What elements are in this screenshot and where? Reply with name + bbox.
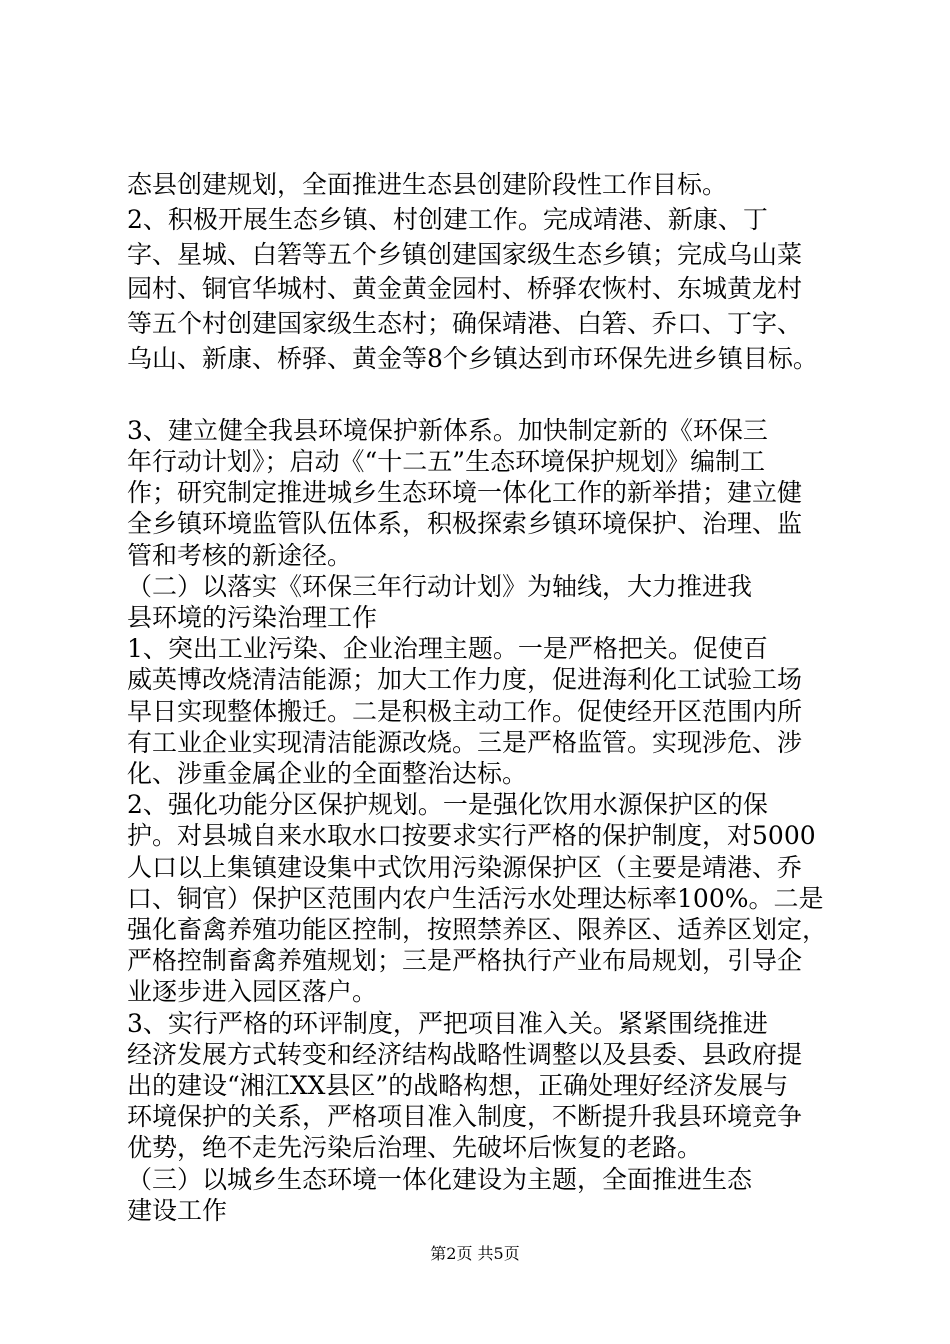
text-line: 口、铜官）保护区范围内农户生活污水处理达标率100%。二是 <box>127 884 824 913</box>
text-line: 优势，绝不走先污染后治理、先破坏后恢复的老路。 <box>127 1133 703 1162</box>
text-line: 严格控制畜禽养殖规划；三是严格执行产业布局规划，引导企 <box>127 946 803 975</box>
text-line: 经济发展方式转变和经济结构战略性调整以及县委、县政府提 <box>127 1040 803 1069</box>
text-line: 作；研究制定推进城乡生态环境一体化工作的新举措；建立健 <box>127 478 803 507</box>
text-line: 1、突出工业污染、企业治理主题。一是严格把关。促使百 <box>127 634 768 663</box>
text-line: 态县创建规划，全面推进生态县创建阶段性工作目标。 <box>127 170 728 199</box>
text-line: 乌山、新康、桥驿、黄金等8个乡镇达到市环保先进乡镇目标。 <box>127 344 818 373</box>
text-line: 字、星城、白箬等五个乡镇创建国家级生态乡镇；完成乌山菜 <box>127 240 803 269</box>
section-heading: （二）以落实《环保三年行动计划》为轴线，大力推进我 <box>127 572 753 601</box>
page-footer: 第2页 共5页 <box>430 1244 520 1263</box>
section-heading: 县环境的污染治理工作 <box>127 603 378 632</box>
text-line: 业逐步进入园区落户。 <box>127 977 378 1006</box>
text-line: 等五个村创建国家级生态村；确保靖港、白箬、乔口、丁字、 <box>127 309 803 338</box>
text-line: 3、实行严格的环评制度，严把项目准入关。紧紧围绕推进 <box>127 1009 768 1038</box>
text-line: 早日实现整体搬迁。二是积极主动工作。促使经开区范围内所 <box>127 697 803 726</box>
text-line: 强化畜禽养殖功能区控制，按照禁养区、限养区、适养区划定， <box>127 915 828 944</box>
text-line: 管和考核的新途径。 <box>127 541 353 570</box>
text-line: 有工业企业实现清洁能源改烧。三是严格监管。实现涉危、涉 <box>127 728 803 757</box>
text-line: 全乡镇环境监管队伍体系，积极探索乡镇环境保护、治理、监 <box>127 509 803 538</box>
text-line: 2、积极开展生态乡镇、村创建工作。完成靖港、新康、丁 <box>127 205 768 234</box>
text-line: 人口以上集镇建设集中式饮用污染源保护区（主要是靖港、乔 <box>127 853 803 882</box>
text-line: 3、建立健全我县环境保护新体系。加快制定新的《环保三 <box>127 416 768 445</box>
text-line: 园村、铜官华城村、黄金黄金园村、桥驿农恢村、东城黄龙村 <box>127 274 803 303</box>
text-line: 年行动计划》；启动《“十二五”生态环境保护规划》编制工 <box>127 447 766 476</box>
section-heading: （三）以城乡生态环境一体化建设为主题，全面推进生态 <box>127 1165 753 1194</box>
section-heading: 建设工作 <box>127 1196 228 1225</box>
text-line: 威英博改烧清洁能源；加大工作力度，促进海利化工试验工场 <box>127 665 803 694</box>
text-line: 2、强化功能分区保护规划。一是强化饮用水源保护区的保 <box>127 790 768 819</box>
text-line: 护。对县城自来水取水口按要求实行严格的保护制度，对5000 <box>127 821 816 850</box>
text-line: 化、涉重金属企业的全面整治达标。 <box>127 759 528 788</box>
text-line: 环境保护的关系，严格项目准入制度，不断提升我县环境竞争 <box>127 1102 803 1131</box>
text-line: 出的建设“湘江XX县区”的战略构想，正确处理好经济发展与 <box>127 1071 789 1100</box>
